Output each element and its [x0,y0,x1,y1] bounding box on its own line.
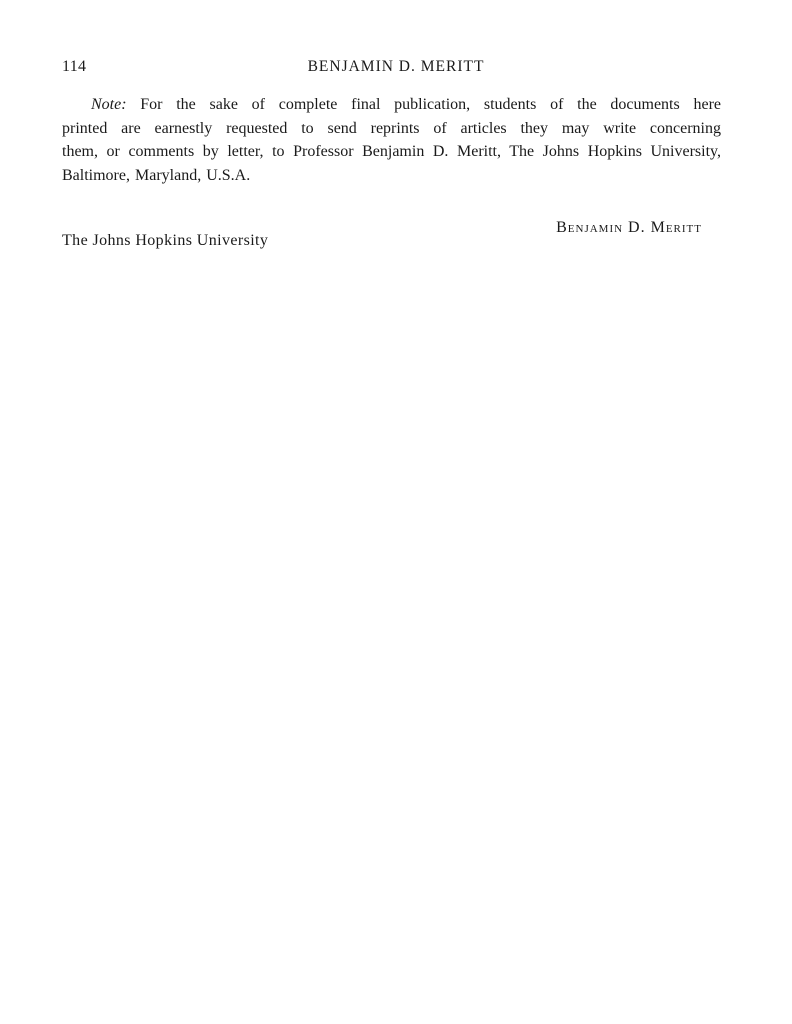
running-title: BENJAMIN D. MERITT [307,58,485,75]
note-label: Note: [91,96,127,113]
note-line-2: printed are earnestly requested to send reprints of articles they may write concerning [62,119,721,137]
author-signature: Benjamin D. Meritt [556,219,702,236]
author-affiliation: The Johns Hopkins University [62,232,269,249]
note-paragraph [62,93,721,187]
note-line-1 [62,93,721,117]
note-line-3: them, or comments by letter, to Professor Benjamin D. Meritt, The Johns Hopkins University, [62,143,721,160]
note-line-1-text: For the sake of complete final publication, students of the documents here [140,96,721,113]
page-number: 114 [62,58,87,75]
note-line-4: Baltimore, Maryland, U.S.A. [62,166,251,184]
